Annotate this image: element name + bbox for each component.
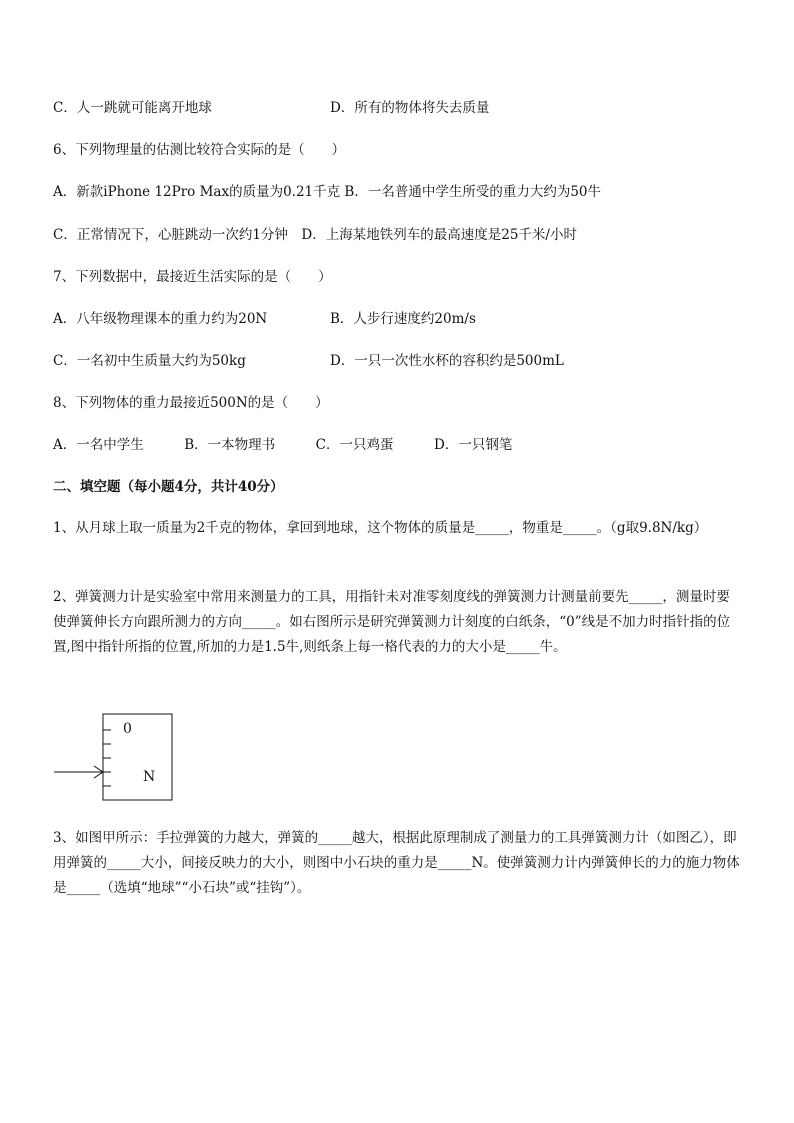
fill-question-1: 1、从月球上取一质量为2千克的物体，拿回到地球，这个物体的质量是_____，物重是_____。（g取9.8N/kg） (53, 520, 708, 536)
q6-options-row2: C．正常情况下，心脏跳动一次约1分钟 D．上海某地铁列车的最高速度是25千米/小时 (53, 227, 577, 243)
spring-scale-strip-figure (52, 712, 182, 807)
q6-options-row1: A．新款iPhone 12Pro Max的质量为0.21千克 B．一名普通中学生所受的重力大约为50牛 (53, 184, 602, 200)
fill-question-3: 3、如图甲所示：手拉弹簧的力越大，弹簧的_____越大，根据此原理制成了测量力的工具弹簧测力计（如图乙），即用弹簧的_____大小，间接反映力的大小，则图中小石块的重力是_____N。使弹簧测力计内弹簧伸长的力的施力物体是_____（选填“地球”“小石块”或“挂钩”）。 (53, 830, 740, 896)
q5-option-c: C．人一跳就可能离开地球 (53, 100, 212, 116)
q8-options: A．一名中学生 B．一本物理书 C．一只鸡蛋 D．一只钢笔 (53, 437, 513, 453)
q7-option-c: C．一名初中生质量大约为50kg (53, 353, 246, 369)
q8-stem: 8、下列物体的重力最接近500N的是（ ） (53, 395, 329, 411)
q6-stem: 6、下列物理量的估测比较符合实际的是（ ） (53, 142, 346, 158)
fill-question-2: 2、弹簧测力计是实验室中常用来测量力的工具，用指针未对准零刻度线的弹簧测力计测量前要先_____，测量时要使弹簧伸长方向跟所测力的方向_____。如右图所示是研究弹簧测力计刻度的白纸条，“0”线是不加力时指针指的位置,图中指针所指的位置,所加的力是1.5牛,则纸条上每一格代表的力的大小是_____牛。 (53, 589, 731, 655)
paper-strip (103, 714, 172, 800)
q7-option-b: B．人步行速度约20m/s (330, 311, 476, 327)
section-heading: 二、填空题（每小题4分，共计40分） (53, 479, 284, 495)
q7-stem: 7、下列数据中，最接近生活实际的是（ ） (53, 269, 332, 285)
q7-option-a: A．八年级物理课本的重力约为20N (53, 311, 268, 327)
unit-label: N (143, 769, 156, 785)
zero-label: 0 (123, 721, 132, 737)
q7-option-d: D．一只一次性水杯的容积约是500mL (330, 353, 564, 369)
q5-option-d: D．所有的物体将失去质量 (330, 100, 490, 116)
